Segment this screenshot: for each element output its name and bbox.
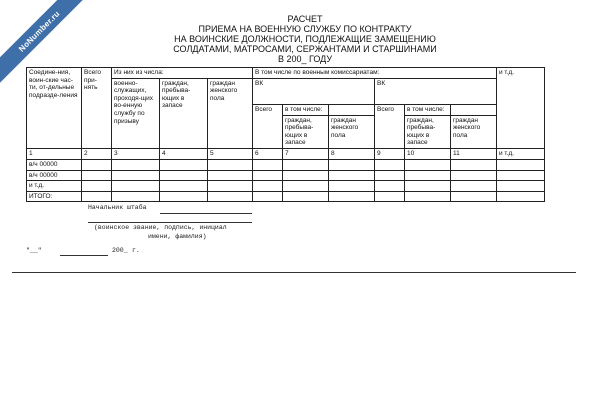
signature-line xyxy=(160,213,252,214)
column-number: 1 xyxy=(27,149,82,160)
header-vk: ВК xyxy=(375,78,497,104)
row-label: и т.д. xyxy=(27,181,82,192)
page-divider xyxy=(12,272,576,273)
column-number: и т.д. xyxy=(497,149,545,160)
header-reserve-sub: граждан, пребыва-ющих в запасе xyxy=(285,116,314,147)
header-including-spacer xyxy=(451,105,496,116)
table-row xyxy=(27,191,545,202)
table-header-row xyxy=(27,68,545,79)
column-number: 9 xyxy=(375,149,405,160)
header-female-sub: граждан женского пола xyxy=(453,116,481,139)
header-etc: и т.д. xyxy=(497,68,545,149)
row-label: в/ч 00000 xyxy=(27,160,82,171)
column-number: 7 xyxy=(283,149,329,160)
header-vsego: Всего xyxy=(253,105,283,149)
header-reserve: граждан, пребыва-ющих в запасе xyxy=(160,78,208,148)
header-including-group xyxy=(283,105,329,149)
header-units: Соедине-ния, воин-ские час-ти, от-дельные подразде-ления xyxy=(27,68,82,149)
title-line: ПРИЕМА НА ВОЕННУЮ СЛУЖБУ ПО КОНТРАКТУ xyxy=(198,24,412,34)
column-number: 6 xyxy=(253,149,283,160)
header-including-spacer xyxy=(329,105,374,116)
header-including: в том числе: xyxy=(405,105,450,116)
header-vsego: Всего xyxy=(375,105,405,149)
title-line: НА ВОИНСКИЕ ДОЛЖНОСТИ, ПОДЛЕЖАЩИЕ ЗАМЕЩЕНИЮ xyxy=(174,34,436,44)
chief-of-staff-label: Начальник штаба xyxy=(88,204,147,211)
column-number-row xyxy=(27,149,545,160)
signature-caption: (воинское звание, подпись, инициал xyxy=(94,224,227,231)
date-suffix: г. xyxy=(132,247,140,254)
header-female-sub: граждан женского пола xyxy=(331,116,359,139)
column-number: 8 xyxy=(329,149,375,160)
recruitment-table xyxy=(26,67,545,202)
header-commissariats: В том числе по военным комиссариатам: xyxy=(253,68,497,79)
title-line: РАСЧЕТ xyxy=(287,14,323,24)
header-including: в том числе: xyxy=(283,105,328,116)
column-number: 11 xyxy=(451,149,497,160)
header-servicemen: военно-служащих, проходя-щих во-енную службу по призыву xyxy=(112,78,160,148)
signature-line xyxy=(88,222,252,223)
document-title xyxy=(150,14,460,64)
date-day: "__" xyxy=(26,247,42,254)
column-number: 4 xyxy=(160,149,208,160)
row-label: в/ч 00000 xyxy=(27,170,82,181)
header-vk: ВК xyxy=(253,78,375,104)
header-of-them: Из них из числа: xyxy=(112,68,253,79)
column-number: 2 xyxy=(82,149,112,160)
column-number: 10 xyxy=(405,149,451,160)
table-row xyxy=(27,160,545,171)
header-female: граждан женского пола xyxy=(208,78,253,148)
header-total: Всего при-нять xyxy=(82,68,112,149)
title-line: В 200_ ГОДУ xyxy=(277,54,333,64)
header-female-sub-group xyxy=(329,105,375,149)
column-number: 5 xyxy=(208,149,253,160)
table-row xyxy=(27,181,545,192)
header-reserve-sub: граждан, пребыва-ющих в запасе xyxy=(407,116,436,147)
date-month-line xyxy=(60,255,108,256)
title-line: СОЛДАТАМИ, МАТРОСАМИ, СЕРЖАНТАМИ И СТАРШИНАМИ xyxy=(173,44,437,54)
date-year: 200_ xyxy=(112,247,128,254)
column-number: 3 xyxy=(112,149,160,160)
watermark-text: NoNumber.ru xyxy=(16,8,62,54)
header-including-group xyxy=(405,105,451,149)
table-row xyxy=(27,170,545,181)
row-label: ИТОГО: xyxy=(27,191,82,202)
header-female-sub-group xyxy=(451,105,497,149)
signature-caption: имени, фамилия) xyxy=(148,233,207,240)
